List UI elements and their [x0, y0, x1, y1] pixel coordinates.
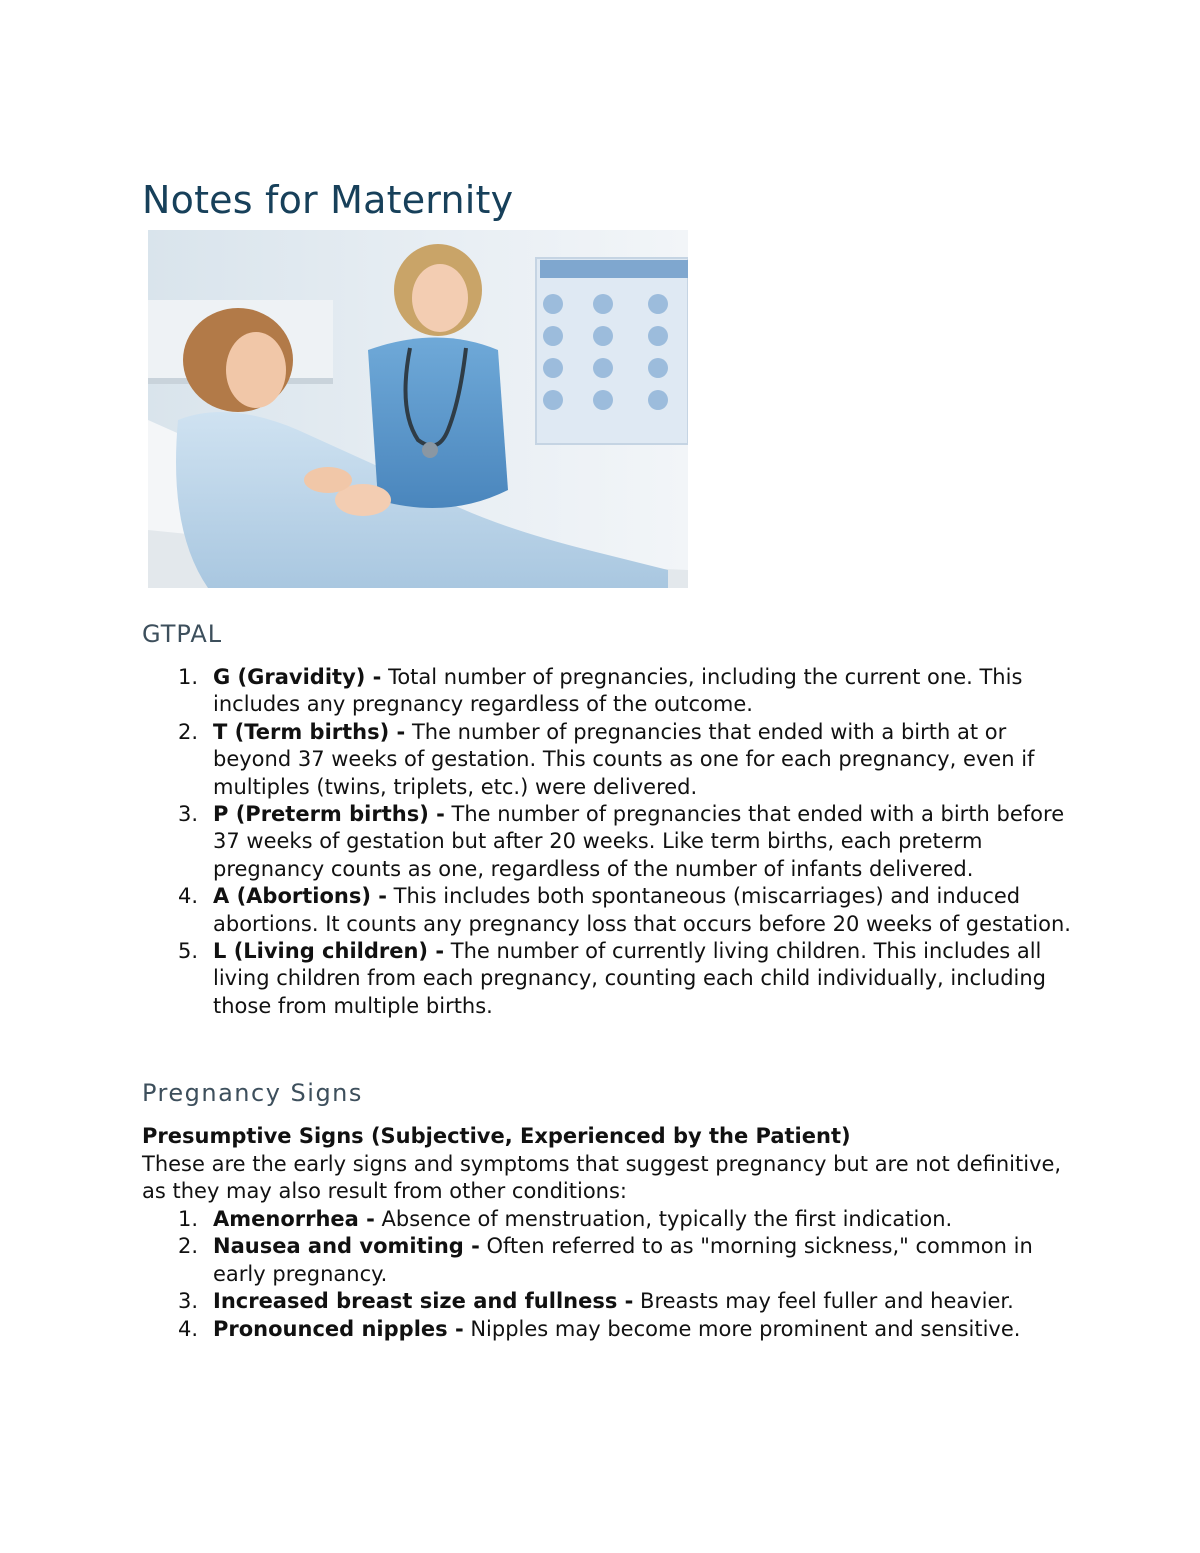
list-item	[142, 883, 1072, 938]
list-term: Pronounced nipples -	[213, 1316, 464, 1341]
presumptive-signs-list	[142, 1206, 1072, 1343]
list-item	[142, 1233, 1072, 1288]
gtpal-heading: GTPAL	[142, 620, 223, 648]
list-term: A (Abortions) -	[213, 884, 387, 909]
list-term: T (Term births) -	[213, 719, 406, 744]
list-number: 3.	[178, 802, 199, 827]
list-item	[142, 1206, 1072, 1233]
list-term: Nausea and vomiting -	[213, 1234, 480, 1259]
list-item	[142, 719, 1072, 801]
list-term: L (Living children) -	[213, 939, 445, 964]
list-number: 1.	[178, 665, 199, 689]
list-item	[142, 938, 1072, 1020]
list-term: Amenorrhea -	[213, 1207, 375, 1231]
list-text: The number of currently living children. This includes all living children from each pregnancy, counting each child individually, including those from multiple births.	[213, 939, 1047, 1018]
presumptive-intro: These are the early signs and symptoms that suggest pregnancy but are not definitive, as they may also result from other conditions:	[142, 1152, 1062, 1204]
list-number: 2.	[178, 1234, 199, 1259]
list-term: P (Preterm births) -	[213, 802, 445, 827]
list-item	[142, 801, 1072, 883]
presumptive-signs-heading: Presumptive Signs (Subjective, Experienced by the Patient)	[142, 1124, 851, 1148]
list-term: G (Gravidity) -	[213, 665, 382, 689]
list-item	[142, 664, 1072, 719]
gtpal-list	[142, 664, 1072, 1020]
list-number: 2.	[178, 719, 199, 744]
list-item	[142, 1316, 1072, 1343]
list-number: 4.	[178, 884, 199, 909]
list-text: Total number of pregnancies, including the current one. This includes any pregnancy regardless of the outcome.	[213, 665, 1023, 717]
maternity-photo	[148, 230, 688, 588]
list-text: This includes both spontaneous (miscarriages) and induced abortions. It counts any pregnancy loss that occurs before 20 weeks of gestation.	[213, 884, 1071, 936]
list-text: Breasts may feel fuller and heavier.	[633, 1289, 1014, 1314]
list-number: 5.	[178, 939, 199, 964]
list-item	[142, 1288, 1072, 1315]
page-title: Notes for Maternity	[142, 178, 514, 222]
pregnancy-signs-heading: Pregnancy Signs	[142, 1079, 363, 1107]
list-number: 1.	[178, 1207, 199, 1231]
list-number: 4.	[178, 1316, 199, 1341]
list-term: Increased breast size and fullness -	[213, 1289, 634, 1314]
list-text: The number of pregnancies that ended with a birth before 37 weeks of gestation but after 20 weeks. Like term births, each preterm pregnancy counts as one, regardless of the number of infants delivered.	[213, 802, 1065, 881]
list-text: The number of pregnancies that ended with a birth at or beyond 37 weeks of gestation. This counts as one for each pregnancy, even if multiples (twins, triplets, etc.) were delivered.	[213, 719, 1035, 799]
list-number: 3.	[178, 1289, 199, 1314]
list-text: Often referred to as "morning sickness," common in early pregnancy.	[213, 1234, 1033, 1286]
list-text: Absence of menstruation, typically the first indication.	[374, 1207, 953, 1231]
list-text: Nipples may become more prominent and sensitive.	[463, 1316, 1021, 1341]
